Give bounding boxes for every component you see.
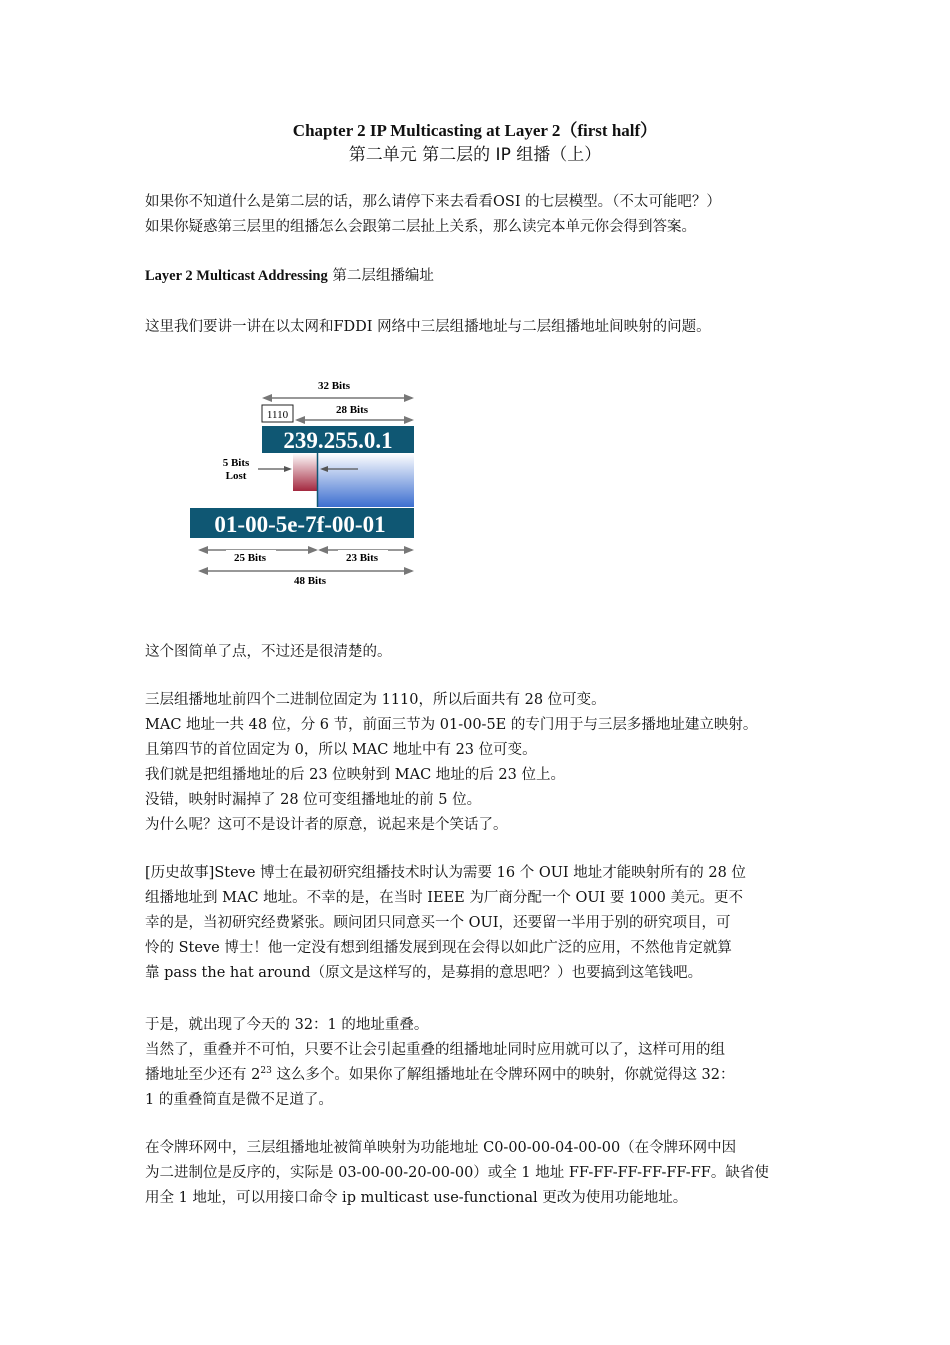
lost-label-line1: 5 Bits <box>222 457 250 469</box>
lead-paragraph <box>145 315 810 340</box>
label-32-bits: 32 Bits <box>317 380 351 392</box>
exponent: 23 <box>260 1066 272 1077</box>
lost-region <box>293 453 317 491</box>
label-23-bits: 23 Bits <box>345 552 379 564</box>
overlap-line <box>145 1063 810 1088</box>
label-1110: 1110 <box>266 409 289 421</box>
label-28-bits: 28 Bits <box>335 404 369 416</box>
caption-line: 这个图简单了点，不过还是很清楚的。 <box>145 644 392 660</box>
section-heading <box>145 264 810 289</box>
arrow-32-bits <box>262 377 414 402</box>
arrow-25-bits <box>198 546 318 564</box>
token-ring-line: 在令牌环网中，三层组播地址被简单映射为功能地址 C0-00-00-04-00-00（在令牌环网中因 <box>145 1140 737 1156</box>
caption-paragraph <box>145 640 810 665</box>
arrow-28-bits <box>295 401 414 424</box>
overlap-text: 播地址至少还有 2 <box>145 1067 261 1083</box>
explain-line: 为什么呢？这可不是设计者的原意，说起来是个笑话了。 <box>145 817 508 833</box>
arrow-48-bits <box>198 567 414 587</box>
overlap-line: 当然了，重叠并不可怕，只要不让会引起重叠的组播地址同时应用就可以了，这样可用的组 <box>145 1042 725 1058</box>
explain-line: 且第四节的首位固定为 0，所以 MAC 地址中有 23 位可变。 <box>145 742 537 758</box>
label-48-bits: 48 Bits <box>293 575 327 587</box>
explain-line: MAC 地址一共 48 位，分 6 节，前面三节为 01-00-5E 的专门用于与三层多播地址建立映射。 <box>145 717 758 733</box>
token-ring-line: 为二进制位是反序的，实际是 03-00-00-20-00-00）或全 1 地址 FF-FF-FF-FF-FF-FF。缺省使 <box>145 1165 769 1181</box>
intro-paragraph <box>145 190 810 240</box>
overlap-line: 1 的重叠简直是微不足道了。 <box>145 1092 333 1108</box>
overlap-paragraph <box>145 1013 810 1113</box>
label-25-bits: 25 Bits <box>233 552 267 564</box>
history-paragraph <box>145 861 810 986</box>
history-line: 靠 pass the hat around（原文是这样写的，是募捐的意思吧？）也要搞到这笔钱吧。 <box>145 965 703 981</box>
intro-line: 如果你不知道什么是第二层的话，那么请停下来去看看OSI 的七层模型。（不太可能吧？） <box>145 194 721 210</box>
arrow-23-bits <box>318 546 414 564</box>
chapter-title-en: Chapter 2 IP Multicasting at Layer 2（first half） <box>292 121 658 140</box>
explain-paragraph <box>145 688 810 838</box>
section-heading-zh: 第二层组播编址 <box>327 268 434 284</box>
lost-label-line2: Lost <box>225 470 247 482</box>
explain-line: 我们就是把组播地址的后 23 位映射到 MAC 地址的后 23 位上。 <box>145 767 565 783</box>
overlap-text: 这么多个。如果你了解组播地址在令牌环网中的映射，你就觉得这 32： <box>271 1067 735 1083</box>
history-line: [历史故事]Steve 博士在最初研究组播技术时认为需要 16 个 OUI 地址才能映射所有的 28 位 <box>145 865 746 881</box>
lead-line: 这里我们要讲一讲在以太网和FDDI 网络中三层组播地址与二层组播地址间映射的问题。 <box>145 319 711 335</box>
token-ring-line: 用全 1 地址，可以用接口命令 ip multicast use-functional 更改为使用功能地址。 <box>145 1190 688 1206</box>
overlap-line: 于是，就出现了今天的 32：1 的地址重叠。 <box>145 1017 429 1033</box>
explain-line: 三层组播地址前四个二进制位固定为 1110，所以后面共有 28 位可变。 <box>145 692 606 708</box>
history-line: 组播地址到 MAC 地址。不幸的是，在当时 IEEE 为厂商分配一个 OUI 要 1000 美元。更不 <box>145 890 744 906</box>
token-ring-paragraph <box>145 1136 810 1211</box>
history-line: 幸的是，当初研究经费紧张。顾问团只同意买一个 OUI，还要留一半用于别的研究项目，可 <box>145 915 731 931</box>
explain-line: 没错，映射时漏掉了 28 位可变组播地址的前 5 位。 <box>145 792 482 808</box>
address-mapping-diagram <box>188 373 420 588</box>
ip-address-text: 239.255.0.1 <box>283 428 393 453</box>
section-heading-en: Layer 2 Multicast Addressing <box>145 268 328 284</box>
mapped-region <box>318 453 414 507</box>
history-line: 怜的 Steve 博士！他一定没有想到组播发展到现在会得以如此广泛的应用，不然他肯定就算 <box>145 940 732 956</box>
mac-address-text: 01-00-5e-7f-00-01 <box>214 512 386 537</box>
intro-line: 如果你疑惑第三层里的组播怎么会跟第二层扯上关系，那么读完本单元你会得到答案。 <box>145 219 696 235</box>
chapter-title-zh: 第二单元 第二层的 IP 组播（上） <box>348 145 602 165</box>
